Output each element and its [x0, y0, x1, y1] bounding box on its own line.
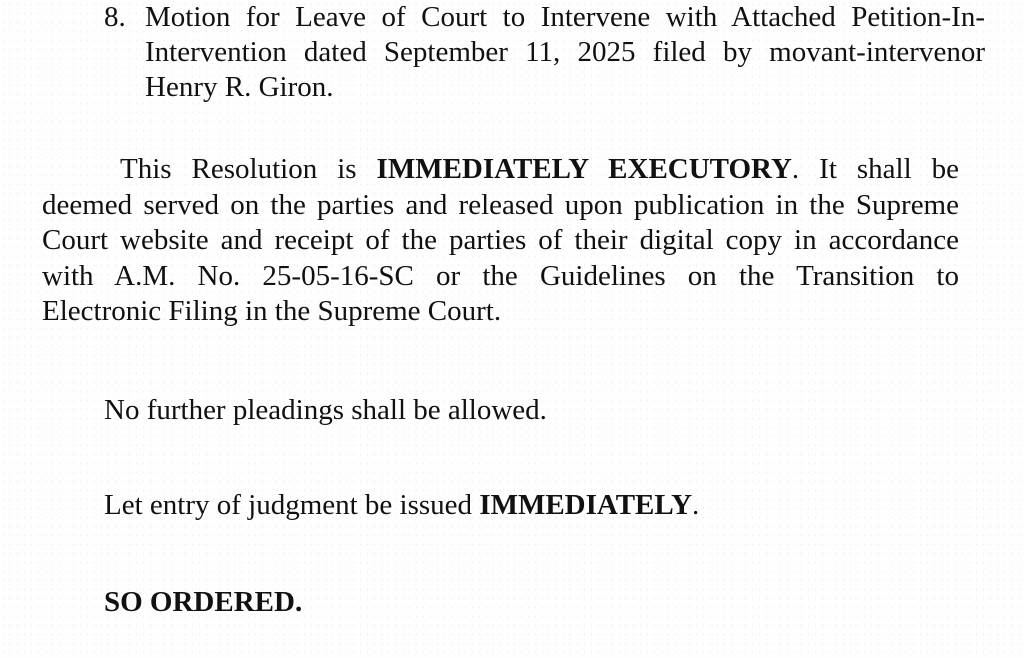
list-item-number: 8. [104, 1, 126, 33]
executory-emphasis: IMMEDIATELY EXECUTORY [376, 153, 792, 185]
executory-line-1 [42, 152, 959, 188]
so-ordered-heading: SO ORDERED. [104, 586, 303, 618]
list-item-line-2: Intervention dated September 11, 2025 filed by movant-intervenor [145, 36, 985, 68]
executory-line-3: Court website and receipt of the parties of their digital copy in accordance [42, 224, 959, 256]
executory-paragraph [42, 152, 959, 330]
entry-of-judgment-suffix: . [692, 489, 700, 521]
executory-line-4: with A.M. No. 25-05-16-SC or the Guidelines on the Transition to [42, 259, 959, 292]
executory-line-5: Electronic Filing in the Supreme Court. [42, 295, 502, 327]
entry-of-judgment-emphasis: IMMEDIATELY [479, 489, 693, 521]
list-item-text [145, 0, 985, 105]
entry-of-judgment-prefix: Let entry of judgment be issued [104, 489, 480, 521]
executory-line-1-suffix: . It shall be [791, 153, 959, 185]
executory-line-1-prefix: This Resolution is [120, 153, 377, 185]
entry-of-judgment-paragraph [104, 488, 699, 523]
list-item-line-3: Henry R. Giron. [145, 71, 334, 103]
executory-line-2: deemed served on the parties and released upon publication in the Supreme [42, 188, 959, 221]
no-further-pleadings-paragraph: No further pleadings shall be allowed. [104, 394, 547, 426]
list-item-line-1: Motion for Leave of Court to Intervene with Attached Petition-In- [145, 1, 985, 33]
